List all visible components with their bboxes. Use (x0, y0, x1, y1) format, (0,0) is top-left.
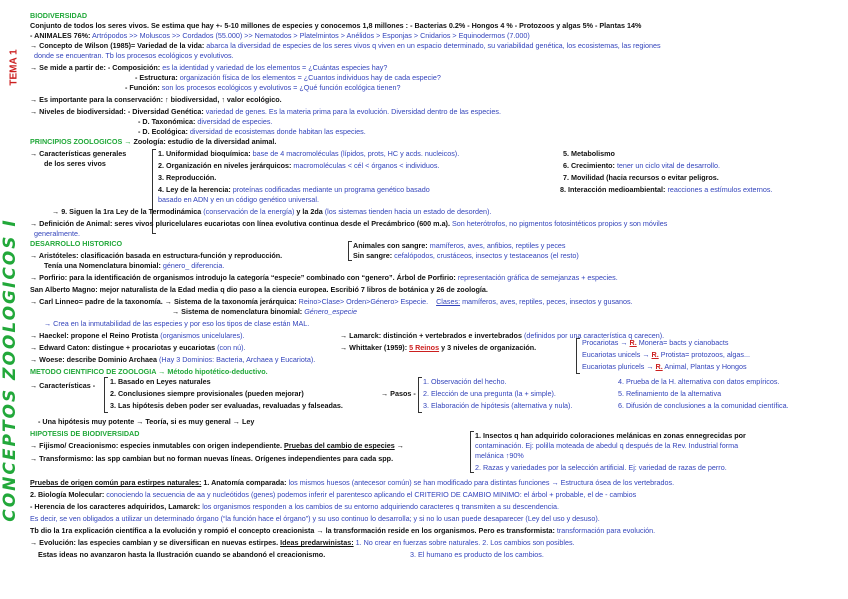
historico-line: → Haeckel: propone el Reino Protista (organismos unicelulares). (30, 331, 245, 340)
historico-line: → Edward Caton: distingue + procariotas y eucariotas (con nú). (30, 343, 246, 352)
historico-line: → Carl Linneo= padre de la taxonomía. → Sistema de la taxonomía jerárquica: Reino>Clase> Orden>Género> Especie. Clases: mamíferos, aves, reptiles, peces, insectos y gusanos. (30, 297, 633, 306)
biodiv-line: Conjunto de todos los seres vivos. Se estima que hay +- 5-10 millones de especies y conocemos 1,8 millones : - Bacterias 0.2% - Hongos 4 % - Protozoos y algas 5% - Plantas 14% (30, 21, 642, 30)
biodiv-line: → Es importante para la conservación: ↑ biodiversidad, ↑ valor ecológico. (30, 95, 282, 104)
biodiv-line: - Función: son los procesos ecológicos y evolutivos = ¿Qué función ecológica tienen? (125, 83, 401, 92)
hipotesis-evidence: melánica ↑90% (475, 451, 524, 460)
metodo-line: - Una hipótesis muy potente → Teoría, si es muy general → Ley (38, 417, 255, 426)
metodo-line: → Características - (30, 381, 96, 390)
brace (576, 338, 580, 374)
biodiv-line: - Estructura: organización física de los elementos = ¿Cuantos individuos hay de cada especie? (135, 73, 441, 82)
metodo-item: 1. Basado en Leyes naturales (110, 377, 211, 386)
principio-item: 5. Metabolismo (563, 149, 615, 158)
biodiv-line: → Niveles de biodiversidad: - Diversidad Genética: variedad de genes. Es la materia prima para la evolución. Diversidad dentro de las especies. (30, 107, 502, 116)
metodo-paso: 3. Elaboración de hipótesis (alternativa y nula). (423, 401, 573, 410)
hipotesis-line: Pruebas de origen común para estirpes naturales: 1. Anatomía comparada: los mismos huesos (antecesor común) se han modificado para distintas funciones → Estructura ósea de los vertebrados. (30, 478, 675, 487)
section-heading-hipotesis: HIPOTESIS DE BIODIVERSIDAD (30, 429, 140, 438)
metodo-item: 2. Conclusiones siempre provisionales (pueden mejorar) (110, 389, 304, 398)
historico-line: → Lamarck: distinción + vertebrados e invertebrados (definidos por una característica q carecen). (340, 331, 665, 340)
hipotesis-line: Estas ideas no avanzaron hasta la Ilustración cuando se abandonó el creacionismo. (38, 550, 326, 559)
metodo-paso: 2. Elección de una pregunta (la + simple). (423, 389, 556, 398)
principio-item: 8. Interacción medioambiental: reacciones a estímulos externos. (560, 185, 773, 194)
hipotesis-line: → Fijismo/ Creacionismo: especies inmutables con origen independiente. Pruebas del cambio de especies → (30, 441, 404, 450)
principio-item: 4. Ley de la herencia: proteínas codificadas mediante un programa genético basado (158, 185, 430, 194)
biodiv-line: - D. Taxonómica: diversidad de especies. (138, 117, 273, 126)
section-heading-historico: DESARROLLO HISTORICO (30, 239, 123, 248)
historico-line: Sin sangre: cefalópodos, crustáceos, insectos y testaceanos (el resto) (353, 251, 579, 260)
historico-line: → Porfirio: para la identificación de organismos introdujo la categoría “especie” combinado con “genero”. Árbol de Porfirio: representación gráfica de semejanzas + especies. (30, 273, 618, 282)
hipotesis-evidence: contaminación. Ej: polilla moteada de abedul q después de la Rev. Industrial forma (475, 441, 739, 450)
section-heading-metodo: METODO CIENTIFICO DE ZOOLOGIA → Método hipotético-deductivo. (30, 367, 268, 376)
metodo-paso: 5. Refinamiento de la alternativa (618, 389, 722, 398)
metodo-paso: 4. Prueba de la H. alternativa con datos empíricos. (618, 377, 780, 386)
metodo-item: 3. Las hipótesis deben poder ser evaluadas, revaluadas y falseadas. (110, 401, 343, 410)
hipotesis-line: Es decir, se ven obligados a utilizar un determinado órgano (“la función hace el órgano”) y su uso continuo lo desarrolla; y si no lo usan puede desaparecer (Ley del uso y desuso). (30, 514, 600, 523)
metodo-paso: 6. Difusión de conclusiones a la comunidad científica. (618, 401, 789, 410)
tema-label: TEMA 1 (8, 49, 20, 86)
hipotesis-line: 2. Biología Molecular: conociendo la secuencia de aa y nucleótidos (genes) podemos inferir el parentesco aplicando el CRITERIO DE CAMBIO MINIMO: el árbol + probable, el de - cambios (30, 490, 637, 499)
hipotesis-line: → Evolución: las especies cambian y se diversifican en nuevas estirpes. Ideas predarwinistas: 1. No crear en fuerzas sobre naturales. 2. Los cambios son posibles. (30, 538, 575, 547)
historico-line: → Aristóteles: clasificación basada en estructura-función y reproducción. (30, 251, 283, 260)
brace (104, 377, 108, 413)
principios-line: de los seres vivos (44, 159, 106, 168)
historico-line: → Crea en la inmutabilidad de las especies y por eso los tipos de clase están MAL. (44, 319, 310, 328)
principio-item: 7. Movilidad (hacia recursos o evitar peligros. (563, 173, 719, 182)
metodo-line: → Pasos - (381, 389, 416, 398)
historico-line: Tenía una Nomenclatura binomial: género_ diferencia. (44, 261, 225, 270)
section-heading-principios: PRINCIPIOS ZOOLOGICOS → Zoología: estudio de la diversidad animal. (30, 137, 277, 146)
reino-line: Eucariotas pluricels → R. Animal, Plantas y Hongos (582, 362, 747, 371)
principio-item: 3. Reproducción. (158, 173, 217, 182)
hipotesis-line: 3. El humano es producto de los cambios. (410, 550, 544, 559)
principio-item: 2. Organización en niveles jerárquicos: macromoléculas < cél < órganos < individuos. (158, 161, 440, 170)
historico-line: San Alberto Magno: mejor naturalista de la Edad media q dio paso a la ciencia europea. Escribió 7 libros de botánica y 26 de zoología. (30, 285, 488, 294)
brace (470, 431, 474, 473)
principio-item: basado en ADN y en un código genético universal. (158, 195, 320, 204)
brace (418, 377, 422, 413)
definicion-animal: → Definición de Animal: seres vivos pluricelulares eucariotas con línea evolutiva continua desde el Precámbrico (600 m.a). Son heterótrofos, no pigmentos fotosintéticos propios y son móviles (30, 219, 668, 228)
definicion-animal: generalmente. (34, 229, 80, 238)
hipotesis-line: Tb dio la 1ra explicación científica a la evolución y rompió el concepto creacionista → la transformación reside en los organismos. Pero es transformista: transformación para evolución. (30, 526, 656, 535)
biodiv-line: - ANIMALES 76%: Artrópodos >> Moluscos >> Cordados (55.000) >> Nematodos > Platelmintos > Anélidos > Esponjas > Cnidarios > Equinodermos (7.000) (30, 31, 530, 40)
biodiv-line: - D. Ecológica: diversidad de ecosistemas donde habitan las especies. (138, 127, 366, 136)
principio-item: 1. Uniformidad bioquímica: base de 4 macromoléculas (lípidos, prots, HC y acds. nucleicos). (158, 149, 460, 158)
historico-line: Animales con sangre: mamíferos, aves, anfibios, reptiles y peces (353, 241, 566, 250)
page-vertical-title: CONCEPTOS ZOOLOGICOS I (0, 218, 20, 522)
reino-line: Eucariotas unicels → R. Protista= protozoos, algas... (582, 350, 750, 359)
historico-line: → Whittaker (1959): 5 Reinos y 3 niveles de organización. (340, 343, 537, 352)
brace (348, 241, 352, 261)
hipotesis-evidence: 1. Insectos q han adquirido coloraciones melánicas en zonas ennegrecidas por (475, 431, 746, 440)
biodiv-line: → Se mide a partir de: - Composición: es la identidad y variedad de los elementos = ¿Cuántas especies hay? (30, 63, 388, 72)
metodo-paso: 1. Observación del hecho. (423, 377, 507, 386)
historico-line: → Woese: describe Dominio Archaea (Hay 3 Dominios: Bacteria, Archaea y Eucariota). (30, 355, 316, 364)
principios-line: → Características generales (30, 149, 127, 158)
hipotesis-line: → Transformismo: las spp cambian but no forman nuevas líneas. Orígenes independientes para cada spp. (30, 454, 394, 463)
biodiv-line: → Concepto de Wilson (1985)= Variedad de la vida: abarca la diversidad de especies de los seres vivos q viven en un espacio determinado, su variabilidad genética, los ecosistemas, las regiones (30, 41, 661, 50)
hipotesis-evidence: 2. Razas y variedades por la selección artificial. Ej: variedad de razas de perro. (475, 463, 727, 472)
principio-item: 6. Crecimiento: tener un ciclo vital de desarrollo. (563, 161, 721, 170)
hipotesis-line: - Herencia de los caracteres adquiridos, Lamarck: los organismos responden a los cambios de su entorno adquiriendo caracteres q transmiten a su descendencia. (30, 502, 559, 511)
section-heading-biodiversidad: BIODIVERSIDAD (30, 11, 88, 20)
principio-item: → 9. Siguen la 1ra Ley de la Termodinámica (conservación de la energía) y la 2da (los sistemas tienden hacia un estado de desorden). (52, 207, 492, 216)
historico-line: → Sistema de nomenclatura binomial: Género_especie (172, 307, 357, 316)
reino-line: Procariotas → R. Monera= bacts y cianobacts (582, 338, 729, 347)
biodiv-line: donde se encuentran. Tb los procesos ecológicos y evolutivos. (34, 51, 234, 60)
